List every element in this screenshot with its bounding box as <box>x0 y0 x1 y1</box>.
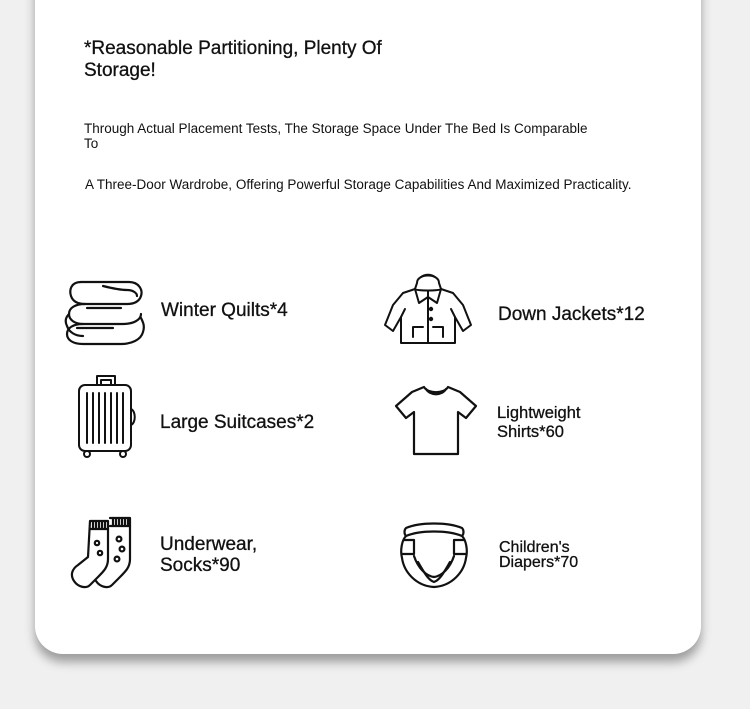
jacket-icon <box>383 269 473 347</box>
item-label-diapers: Children's Diapers*70 <box>499 539 579 571</box>
tshirt-icon <box>394 384 478 456</box>
item-label-jackets: Down Jackets*12 <box>498 304 645 325</box>
socks-icon <box>70 515 134 589</box>
item-label-socks: Underwear, Socks*90 <box>160 534 258 576</box>
item-label-suitcases: Large Suitcases*2 <box>160 412 315 433</box>
suitcase-icon <box>75 373 137 459</box>
item-label-shirts: Lightweight Shirts*60 <box>497 404 581 441</box>
description-paragraph-1: Through Actual Placement Tests, The Storage Space Under The Bed Is Comparable To <box>84 121 588 151</box>
description-paragraph-2: A Three-Door Wardrobe, Offering Powerful Storage Capabilities And Maximized Practicality. <box>85 177 632 192</box>
item-label-quilts: Winter Quilts*4 <box>161 300 288 321</box>
quilt-icon <box>63 278 147 348</box>
section-heading: *Reasonable Partitioning, Plenty Of Storage! <box>84 38 382 81</box>
diaper-icon <box>398 522 470 590</box>
